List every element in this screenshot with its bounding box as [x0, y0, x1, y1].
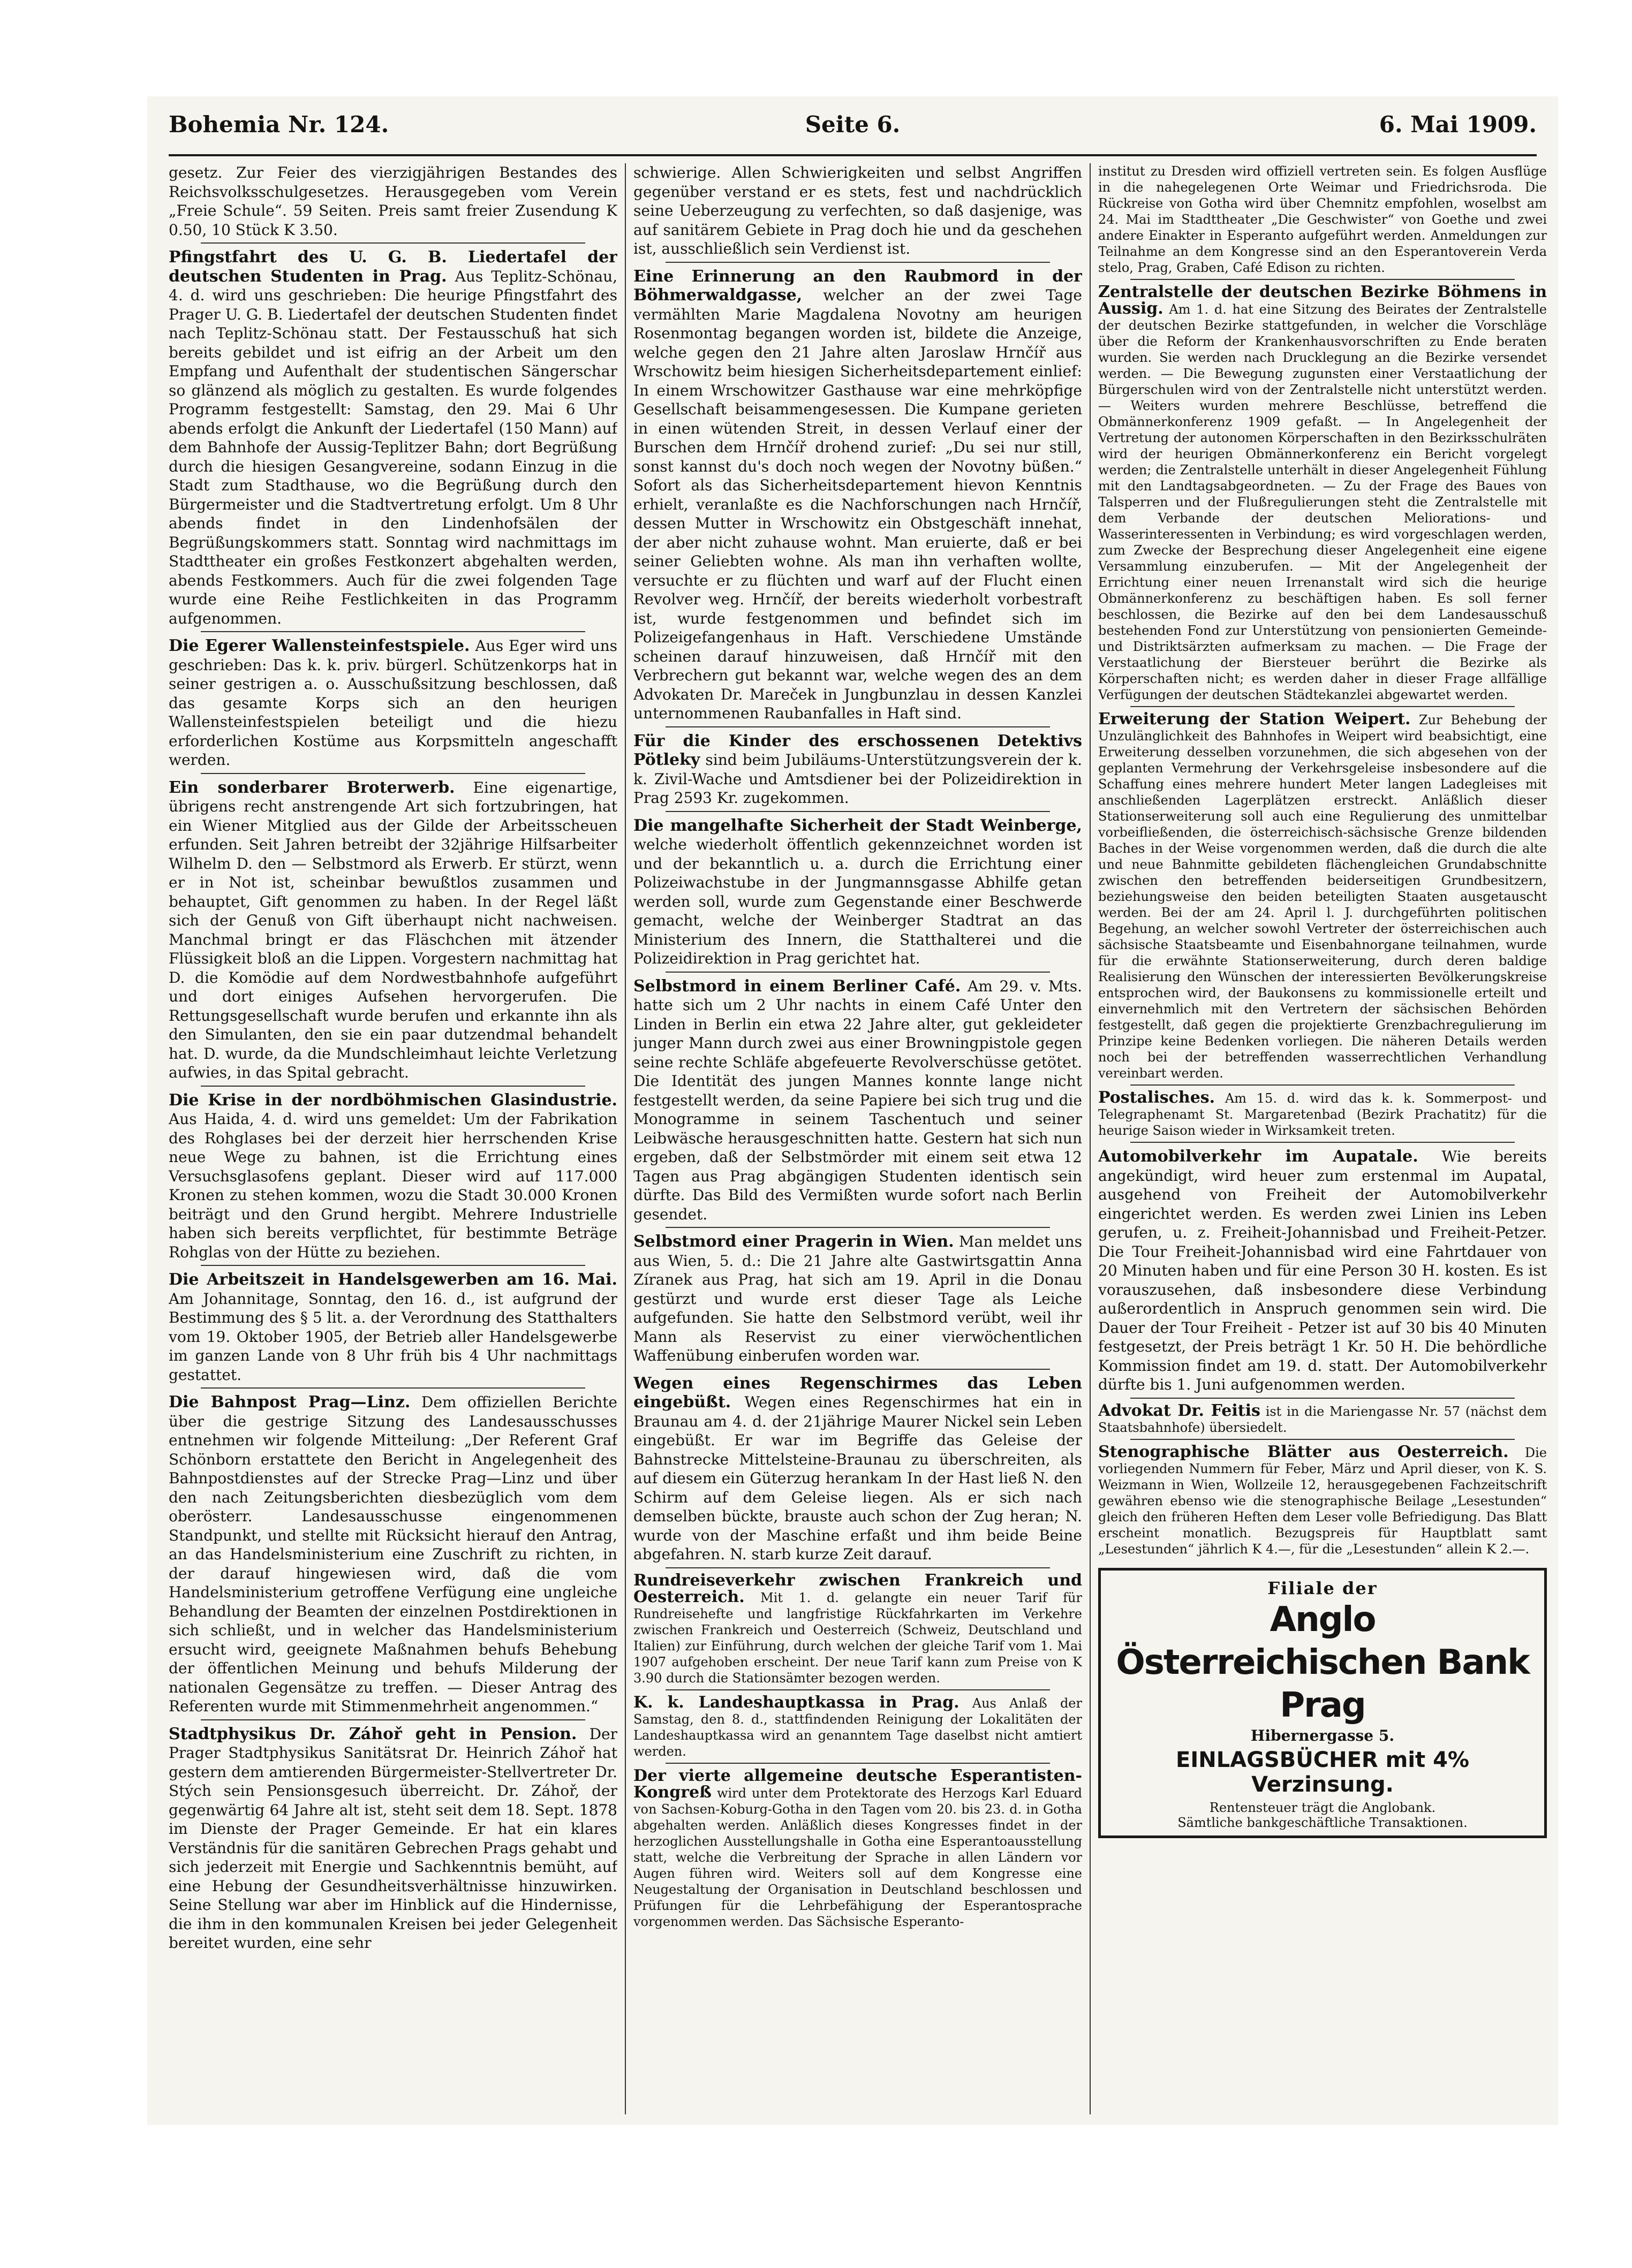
article	[169, 778, 617, 1082]
article	[169, 248, 617, 628]
article-headline: Eine Erinnerung an den Raubmord in der Böhmerwaldgasse,	[633, 267, 1082, 305]
article-headline: Advokat Dr. Feitis	[1098, 1401, 1260, 1420]
article-headline: Die Krise in der nordböhmischen Glasindustrie.	[169, 1090, 617, 1110]
article-body: schwierige. Allen Schwierigkeiten und selbst Angriffen gegenüber verstand er es stets, fest und nachdrücklich seine Ueberzeugung zu verfechten, so daß dasjenige, was auf sanitärem Gebiete in Prag doch hie und da geschehen ist, ausschließlich sein Verdienst ist.	[633, 164, 1082, 257]
article-body: Man meldet uns aus Wien, 5. d.: Die 21 Jahre alte Gastwirtsgattin Anna Zíranek aus Prag, hat sich am 19. April in die Donau gestürzt und wurde erst dieser Tage als Leiche aufgefunden. Sie hatte den Selbstmord verübt, weil ihr Mann als Reservist zu einer vierwöchentlichen Waffenübung einberufen worden war.	[633, 1233, 1082, 1364]
article-headline: Selbstmord in einem Berliner Café.	[633, 976, 961, 996]
ad-bank-name: Anglo Österreichischen Bank Prag	[1116, 1599, 1529, 1725]
article-body: Aus Haida, 4. d. wird uns gemeldet: Um der Fabrikation des Rohglases bei der derzeit hier herrschenden Krise neue Wege zu bahnen, ist die Errichtung eines Versuchsglasofens geplant. Dieser wird auf 117.000 Kronen zu stehen kommen, wozu die Stadt 30.000 Kronen beiträgt und den Grund hergibt. Mehrere Industrielle haben sich bereits verpflichtet, für bestimmte Beträge Rohglas von der Hütte zu beziehen.	[169, 1110, 617, 1261]
article-separator	[666, 262, 1050, 263]
article-body: wird unter dem Protektorate des Herzogs Karl Eduard von Sachsen-Koburg-Gotha in den Tagen vom 20. bis 23. d. in Gotha abgehalten werden. Anläßlich dieses Kongresses findet in der herzoglichen Ausstellungshalle in Gotha eine Esperantoausstellung statt, welche die Verbreitung der Sprache in allen Ländern vor Augen führen wird. Weiters soll auf dem Kongresse eine Neugestaltung der Organisation in Deutschland beschlossen und Prüfungen für die Lehrbefähigung der Esperantosprache vorgenommen werden. Das Sächsische Esperanto-	[633, 1785, 1082, 1929]
article-separator	[666, 1567, 1050, 1568]
article	[1098, 1147, 1547, 1394]
article-separator	[201, 242, 585, 244]
article-headline: Für die Kinder des erschossenen Detektivs Pötleky	[633, 731, 1082, 769]
article-body: Der Prager Stadtphysikus Sanitätsrat Dr. Heinrich Záhoř hat gestern dem amtierenden Bürgermeister-Stellvertreter Dr. Stých sein Pensionsgesuch überreicht. Dr. Záhoř, der gegenwärtig 64 Jahre alt ist, steht seit dem 18. Sept. 1878 im Dienste der Prager Gemeinde. Er hat ein klares Verständnis für die sanitären Gebrechen Prags gehabt und sich jederzeit mit Energie und Sachkenntnis bemüht, auf eine Hebung der Gesundheitsverhältnisse hinzuwirken. Seine Stellung war aber im Hinblick auf die Hindernisse, die ihm in den kommunalen Kreisen bei jeder Gelegenheit bereitet wurden, eine sehr	[169, 1725, 617, 1952]
article	[633, 1374, 1082, 1564]
newspaper-page	[147, 96, 1558, 2125]
article-headline: Die mangelhafte Sicherheit der Stadt Weinberge,	[633, 816, 1082, 835]
article-separator	[666, 1689, 1050, 1690]
article-body: institut zu Dresden wird offiziell vertreten sein. Es folgen Ausflüge in die nahegelegenen Orte Weimar und Friedrichsroda. Die Rückreise von Gotha wird über Chemnitz empfohlen, woselbst am 24. Mai im Stadttheater „Die Geschwister“ von Goethe und zwei andere Einakter in Esperanto aufgeführt werden. Anmeldungen zur Teilnahme an dem Kongresse sind an den Esperantoverein Verda stelo, Prag, Graben, Café Edison zu richten.	[1098, 164, 1547, 275]
article-separator	[666, 1763, 1050, 1764]
article-headline: Erweiterung der Station Weipert.	[1098, 710, 1411, 729]
article-headline: Zentralstelle der deutschen Bezirke Böhmens in Aussig.	[1098, 283, 1547, 318]
article	[169, 1270, 617, 1384]
article-headline: Automobilverkehr im Aupatale.	[1098, 1147, 1418, 1166]
ad-filiale: Filiale der	[1267, 1577, 1378, 1598]
article	[633, 1232, 1082, 1366]
article-headline: Rundreiseverkehr zwischen Frankreich und Oesterreich.	[633, 1571, 1082, 1606]
article-body: gesetz. Zur Feier des vierzigjährigen Bestandes des Reichsvolksschulgesetzes. Herausgegeben vom Verein „Freie Schule“. 59 Seiten. Preis samt freier Zusendung K 0.50, 10 Stück K 3.50.	[169, 164, 617, 239]
article-separator	[666, 1227, 1050, 1228]
article-body: Zur Behebung der Unzulänglichkeit des Bahnhofes in Weipert wird beabsichtigt, eine Erweiterung desselben vorzunehmen, die sich abgesehen von der geplanten Vermehrung der Verkehrsgeleise insbesondere auf die Schaffung eines mehrere hundert Meter langen Ladegleises mit anschließenden Lagerplätzen erstreckt. Anläßlich dieser Stationserweiterung soll auch eine Regulierung des unmittelbar vorbeifließenden, die österreichisch-sächsische Grenze bildenden Baches in der Weise vorgenommen werden, daß die durch die alte und neue Bahnmitte gebildeten flächengleichen Grundabschnitte zwischen den betreffenden beiderseitigen Grundbesitzern, beziehungsweise den beiden beteiligten Staaten ausgetauscht werden. Bei der am 24. April l. J. durchgeführten politischen Begehung, an welcher sowohl Vertreter der österreichischen auch sächsische Staatsbeamte und Eisenbahnorgane teilnahmen, wurde für die erwähnte Stationserweiterung, durch deren baldige Realisierung den Wünschen der interessierten Bevölkerungskreise entsprochen wird, der Baukonsens zu kommissionelle erteilt und einvernehmlich mit den Vertretern der sächsischen Behörden festgestellt, daß gegen die projektierte Grenzbachregulierung im Prinzipe keine Bedenken vorliegen. Die näheren Details werden noch bei der betreffenden wasserrechtlichen Verhandlung vereinbart werden.	[1098, 712, 1547, 1081]
article	[1098, 1403, 1547, 1436]
article-body: Am 1. d. hat eine Sitzung des Beirates der Zentralstelle der deutschen Bezirke stattgefunden, in welcher die Vorschläge über die Reform der Krankenhausvorschriften zu Ende beraten wurden. Sie werden nach Drucklegung an die Bezirke versendet werden. — Die Bewegung zugunsten einer Verstaatlichung der Bürgerschulen wird von der Zentralstelle nicht unterstützt werden. — Weiters wurden mehrere Beschlüsse, betreffend die Obmännerkonferenz 1909 gefaßt. — In Angelegenheit der Vertretung der autonomen Körperschaften in den Bezirksschulräten wird der heurigen Obmännerkonferenz ein Bericht vorgelegt werden; die Zentralstelle unterhält in dieser Angelegenheit Fühlung mit den Landtagsabgeordneten. — Zu der Frage des Baues von Talsperren und der Flußregulierungen steht die Zentralstelle mit dem Verbande der deutschen Meliorations- und Wasserinteressenten in Verbindung; es wird vorgeschlagen werden, zum Zwecke der Besprechung dieser Angelegenheit eine eigene Versammlung einzuberufen. — Mit der Angelegenheit der Errichtung einer neuen Irrenanstalt wird sich die heurige Obmännerkonferenz zu beschäftigen haben. Es soll ferner beschlossen, die Bezirke auf den bei dem Landesausschuß bestehenden Fond zur Unterstützung von pensionierten Gemeinde- und Distriktsärzten aufmerksam zu machen. — Die Frage der Verstaatlichung der Biersteuer berührt die Bezirke als Körperschaften nicht; es werden daher in dieser Frage allfällige Verfügungen der deutschen Städtekanzlei abgewartet werden.	[1098, 302, 1547, 702]
column-divider	[625, 163, 626, 2114]
article-headline: Die Bahnpost Prag—Linz.	[169, 1393, 411, 1412]
article-body: Wie bereits angekündigt, wird heuer zum erstenmal im Aupatal, ausgehend von Freiheit der Automobilverkehr eingerichtet werden. Es werden zwei Linien ins Leben gerufen, u. z. Freiheit-Johannisbad und Freiheit-Petzer. Die Tour Freiheit-Johannisbad wird eine Fahrtdauer von 20 Minuten haben und für eine Person 30 H. kosten. Es ist vorauszusehen, daß insbesondere diese Verbindung außerordentlich in Anspruch genommen sein wird. Die Dauer der Tour Freiheit - Petzer ist auf 30 bis 40 Minuten festgesetzt, der Preis beträgt 1 Kr. 50 H. Die behördliche Kommission findet am 19. d. statt. Der Automobilverkehr dürfte bis 1. Juni aufgenommen werden.	[1098, 1148, 1547, 1393]
article	[1098, 284, 1547, 703]
header-date: 6. Mai 1909.	[1379, 111, 1537, 138]
article-separator	[1130, 706, 1515, 707]
article	[633, 977, 1082, 1224]
ad-address: Hibernergasse 5.	[1250, 1726, 1395, 1744]
article	[1098, 1090, 1547, 1139]
column-3	[1098, 163, 1547, 2114]
page-header	[169, 111, 1537, 149]
column-2	[633, 163, 1082, 2114]
article-headline: Postalisches.	[1098, 1088, 1215, 1107]
article-body: Mit 1. d. gelangte ein neuer Tarif für Rundreisehefte und langfristige Rückfahrkarten im Verkehre zwischen Frankreich und Oesterreich (Schweiz, Deutschland und Italien) zur Einführung, durch welchen der gleiche Tarif vom 1. Mai 1907 aufgehoben erscheint. Der neue Tarif kann zum Preise von K 3.90 durch die Stationsämter bezogen werden.	[633, 1590, 1082, 1686]
article-separator	[201, 1387, 585, 1389]
column-1	[169, 163, 617, 2114]
article-separator	[666, 811, 1050, 812]
article	[1098, 711, 1547, 1081]
bank-advertisement	[1098, 1568, 1547, 1838]
article-headline: K. k. Landeshauptkassa in Prag.	[633, 1693, 959, 1712]
article-separator	[1130, 1439, 1515, 1440]
article	[633, 732, 1082, 808]
article-headline: Stenographische Blätter aus Oesterreich.	[1098, 1442, 1509, 1461]
article-separator	[666, 726, 1050, 727]
article	[633, 1695, 1082, 1759]
article-separator	[1130, 1142, 1515, 1143]
article-body: Eine eigenartige, übrigens recht anstrengende Art sich fortzubringen, hat ein Wiener Mitglied aus der Gilde der Arbeitsscheuen erfunden. Seit Jahren betreibt der 32jährige Hilfsarbeiter Wilhelm D. den — Selbstmord als Erwerb. Er stürzt, wenn er in Not ist, scheinbar bewußtlos zusammen und behauptet, Gift genommen zu haben. In der Regel läßt sich der Genuß von Gift überhaupt nicht nachweisen. Manchmal bringt er das Fläschchen mit ätzender Flüssigkeit bloß an die Lippen. Vorgestern nachmittag hat D. die Komödie auf dem Nordwestbahnhofe aufgeführt und dort einiges Aufsehen hervorgerufen. Die Rettungsgesellschaft wurde berufen und erkannte ihn als den Simulanten, den sie ein paar dutzendmal behandelt hat. D. wurde, da die Mundschleimhaut leichte Verletzung aufwies, in das Spital gebracht.	[169, 778, 617, 1081]
ad-line-1: Rentensteuer trägt die Anglobank.	[1209, 1800, 1436, 1815]
article	[169, 1393, 617, 1716]
article-headline: Die Egerer Wallensteinfestspiele.	[169, 636, 470, 655]
article-body: Die vorliegenden Nummern für Feber, März und April dieser, von K. S. Weizmann in Wien, Wollzeile 12, herausgegebenen Fachzeitschrift gewähren ebenso wie die stenographische Beilage „Lesestunden“ gleich den früheren Heften dem Leser volle Befriedigung. Das Blatt erscheint monatlich. Bezugspreis für Hauptblatt samt „Lesestunden“ jährlich K 4.—, für die „Lesestunden“ allein K 2.—.	[1098, 1445, 1547, 1557]
article	[633, 1768, 1082, 1930]
article-separator	[201, 773, 585, 774]
article-headline: Wegen eines Regenschirmes das Leben eingebüßt.	[633, 1374, 1082, 1412]
article-body: Am 29. v. Mts. hatte sich um 2 Uhr nachts in einem Café Unter den Linden in Berlin ein etwa 22 Jahre alter, gut gekleideter junger Mann durch zwei aus einer Browningpistole gegen seine rechte Schläfe abgefeuerte Revolverschüsse getötet. Die Identität des jungen Mannes konnte lange nicht festgestellt werden, da seine Papiere bei sich trug und die Monogramme in seinem Taschentuch und seiner Leibwäsche herausgeschnitten hatte. Gestern hat sich nun ergeben, daß der Selbstmörder mit einem seit etwa 12 Tagen aus Prag abgängigen Studenten identisch sein dürfte. Das Bild des Vermißten wurde sofort nach Berlin gesendet.	[633, 977, 1082, 1223]
article	[1098, 163, 1547, 276]
article	[169, 1091, 617, 1262]
article-headline: Stadtphysikus Dr. Záhoř geht in Pension.	[169, 1724, 577, 1743]
article-separator	[1130, 279, 1515, 280]
ad-line-2: Sämtliche bankgeschäftliche Transaktionen.	[1177, 1815, 1468, 1830]
header-issue: Bohemia Nr. 124.	[169, 111, 389, 138]
article-separator	[666, 972, 1050, 973]
article	[633, 816, 1082, 968]
article-body: Aus Eger wird uns geschrieben: Das k. k. priv. bürgerl. Schützenkorps hat in seiner gestrigen a. o. Ausschußsitzung beschlossen, daß das gesamte Korps sich an den heurigen Wallensteinfestspielen beteiligt und die hiezu erforderlichen Kostüme aus Korpsmitteln angeschafft werden.	[169, 637, 617, 769]
column-divider	[1090, 163, 1091, 2114]
article-body: welcher an der zwei Tage vermählten Marie Magdalena Novotny am heurigen Rosenmontag begangen worden ist, bildete die Anzeige, welche gegen den 21 Jahre alten Jaroslaw Hrnčíř aus Wrschowitz beim hiesigen Sicherheitsdepartement einlief: In einem Wrschowitzer Gasthause war eine mehrköpfige Gesellschaft beisammengesessen. Die Kumpane gerieten in einen wütenden Streit, in dessen Verlauf einer der Burschen dem Hrnčíř drohend zurief: „Du sei nur still, sonst kannst du's doch noch wegen der Novotny büßen.“ Sofort als das Sicherheitsdepartement hievon Kenntnis erhielt, veranlaßte es die Nachforschungen nach Hrnčíř, dessen Mutter in Wrschowitz ein Obstgeschäft innehat, der aber nicht zuhause wohnt. Man eruierte, daß er bei seiner Geliebten wohne. Als man ihn verhaften wollte, versuchte er zu flüchten und warf auf der Flucht einen Revolver weg. Hrnčíř, der bereits wiederholt vorbestraft ist, wurde festgenommen und befindet sich im Polizeigefangenhaus in Haft. Verschiedene Umstände scheinen darauf hinzuweisen, daß Hrnčíř mit den Verbrechern gut bekannt war, welche wegen des an dem Advokaten Dr. Mareček in Jungbunzlau in dessen Kanzlei unternommenen Raubanfalles in Haft sind.	[633, 286, 1082, 722]
header-page-number: Seite 6.	[805, 111, 901, 138]
columns	[169, 163, 1547, 2114]
article	[1098, 1444, 1547, 1557]
header-rule	[169, 154, 1537, 156]
article	[169, 636, 617, 770]
article-body: welche wiederholt öffentlich gekennzeichnet worden ist und der bekanntlich u. a. durch die Errichtung einer Polizeiwachstube in der Jungmannsgasse Abhilfe getan werden soll, wurde zum Gegenstande einer Beschwerde gemacht, welche der Weinberger Stadtrat an das Ministerium des Innern, die Statthalterei und die Polizeidirektion in Prag gerichtet hat.	[633, 836, 1082, 967]
article-headline: Pfingstfahrt des U. G. B. Liedertafel der deutschen Studenten in Prag.	[169, 248, 617, 286]
article-body: Am Johannitage, Sonntag, den 16. d., ist aufgrund der Bestimmung des § 5 lit. a. der Verordnung des Statthalters vom 19. Oktober 1905, der Betrieb aller Handelsgewerbe im ganzen Lande von 8 Uhr früh bis 4 Uhr nachmittags gestattet.	[169, 1290, 617, 1384]
article-separator	[201, 631, 585, 632]
article-body: Am 15. d. wird das k. k. Sommerpost- und Telegraphenamt St. Margaretenbad (Bezirk Prachatitz) für die heurige Saison wieder in Wirksamkeit treten.	[1098, 1091, 1547, 1138]
article-body: Wegen eines Regenschirmes hat ein in Braunau am 4. d. der 21jährige Maurer Nickel sein Leben eingebüßt. Er war im Begriffe das Geleise der Bahnstrecke Mittelsteine-Braunau zu überschreiten, als auf diesem ein Güterzug herankam In der Hast ließ N. den Schirm auf dem Geleise liegen. Als er sich nach demselben bückte, brauste auch schon der Zug heran; N. wurde von der Maschine erfaßt und ihm beide Beine abgefahren. N. starb kurze Zeit darauf.	[633, 1393, 1082, 1563]
article-separator	[201, 1719, 585, 1720]
article	[169, 1725, 617, 1953]
article-body: ist in die Mariengasse Nr. 57 (nächst dem Staatsbahnhofe) übersiedelt.	[1098, 1404, 1547, 1435]
article-separator	[1130, 1398, 1515, 1399]
article	[169, 163, 617, 239]
article-headline: Der vierte allgemeine deutsche Esperantisten-Kongreß	[633, 1766, 1082, 1802]
article	[633, 1573, 1082, 1686]
article-headline: Ein sonderbarer Broterwerb.	[169, 778, 455, 797]
ad-savings-books: EINLAGSBÜCHER mit 4% Verzinsung.	[1176, 1747, 1469, 1797]
article-separator	[201, 1265, 585, 1266]
article-body: Aus Anlaß der Samstag, den 8. d., stattfindenden Reinigung der Lokalitäten der Landeshauptkassa wird an genanntem Tage daselbst nicht amtiert werden.	[633, 1695, 1082, 1759]
article-headline: Die Arbeitszeit in Handelsgewerben am 16. Mai.	[169, 1270, 617, 1289]
article-separator	[1130, 1084, 1515, 1086]
article	[633, 163, 1082, 259]
article	[633, 267, 1082, 723]
article-separator	[666, 1369, 1050, 1370]
article-separator	[201, 1086, 585, 1087]
article-body: Aus Teplitz-Schönau, 4. d. wird uns geschrieben: Die heurige Pfingstfahrt des Prager U. G. B. Liedertafel der deutschen Studenten findet nach Teplitz-Schönau statt. Der Festausschuß hat sich bereits gebildet und ist eifrig an der Arbeit um den Empfang und Aufenthalt der studentischen Sängerschar so glänzend als möglich zu gestalten. Es wurde folgendes Programm festgestellt: Samstag, den 29. Mai 6 Uhr abends erfolgt die Ankunft der Liedertafel (150 Mann) auf dem Bahnhofe der Aussig-Teplitzer Bahn; dort Begrüßung durch die hiesigen Gesangvereine, sodann Einzug in die Stadt zum Stadthause, wo die Begrüßung durch den Bürgermeister und die Stadtvertretung erfolgt. Um 8 Uhr abends findet in den Lindenhofsälen der Begrüßungskommers statt. Sonntag wird nachmittags im Stadttheater ein großes Festkonzert abgehalten werden, abends Festkommers. Auch für die zwei folgenden Tage wurde eine Reihe Festlichkeiten in das Programm aufgenommen.	[169, 267, 617, 627]
article-headline: Selbstmord einer Pragerin in Wien.	[633, 1232, 954, 1251]
article-body: Dem offiziellen Berichte über die gestrige Sitzung des Landesausschusses entnehmen wir folgende Mitteilung: „Der Referent Graf Schönborn erstattete den Bericht in Angelegenheit des Bahnpostdienstes auf der Strecke Prag—Linz und über den nach Zeitungsberichten diesbezüglich vom dem oberösterr. Landesausschusse eingenommenen Standpunkt, und stellte mit Rücksicht hierauf den Antrag, an das Handelsministerium eine Zuschrift zu richten, in der darauf hingewiesen wird, daß die vom Handelsministerium getroffene Verfügung eine ungleiche Behandlung der Beamten der einzelnen Postdirektionen in sich schließt, und in welcher das Handelsministerium ersucht wird, geeignete Maßnahmen behufs Behebung der öffentlichen Meinung und behufs Milderung der nationalen Gegensätze zu treffen. — Dieser Antrag des Referenten wurde mit Stimmenmehrheit angenommen.“	[169, 1393, 617, 1715]
article-body: sind beim Jubiläums-Unterstützungsverein der k. k. Zivil-Wache und Amtsdiener bei der Polizeidirektion in Prag 2593 Kr. zugekommen.	[633, 751, 1082, 807]
